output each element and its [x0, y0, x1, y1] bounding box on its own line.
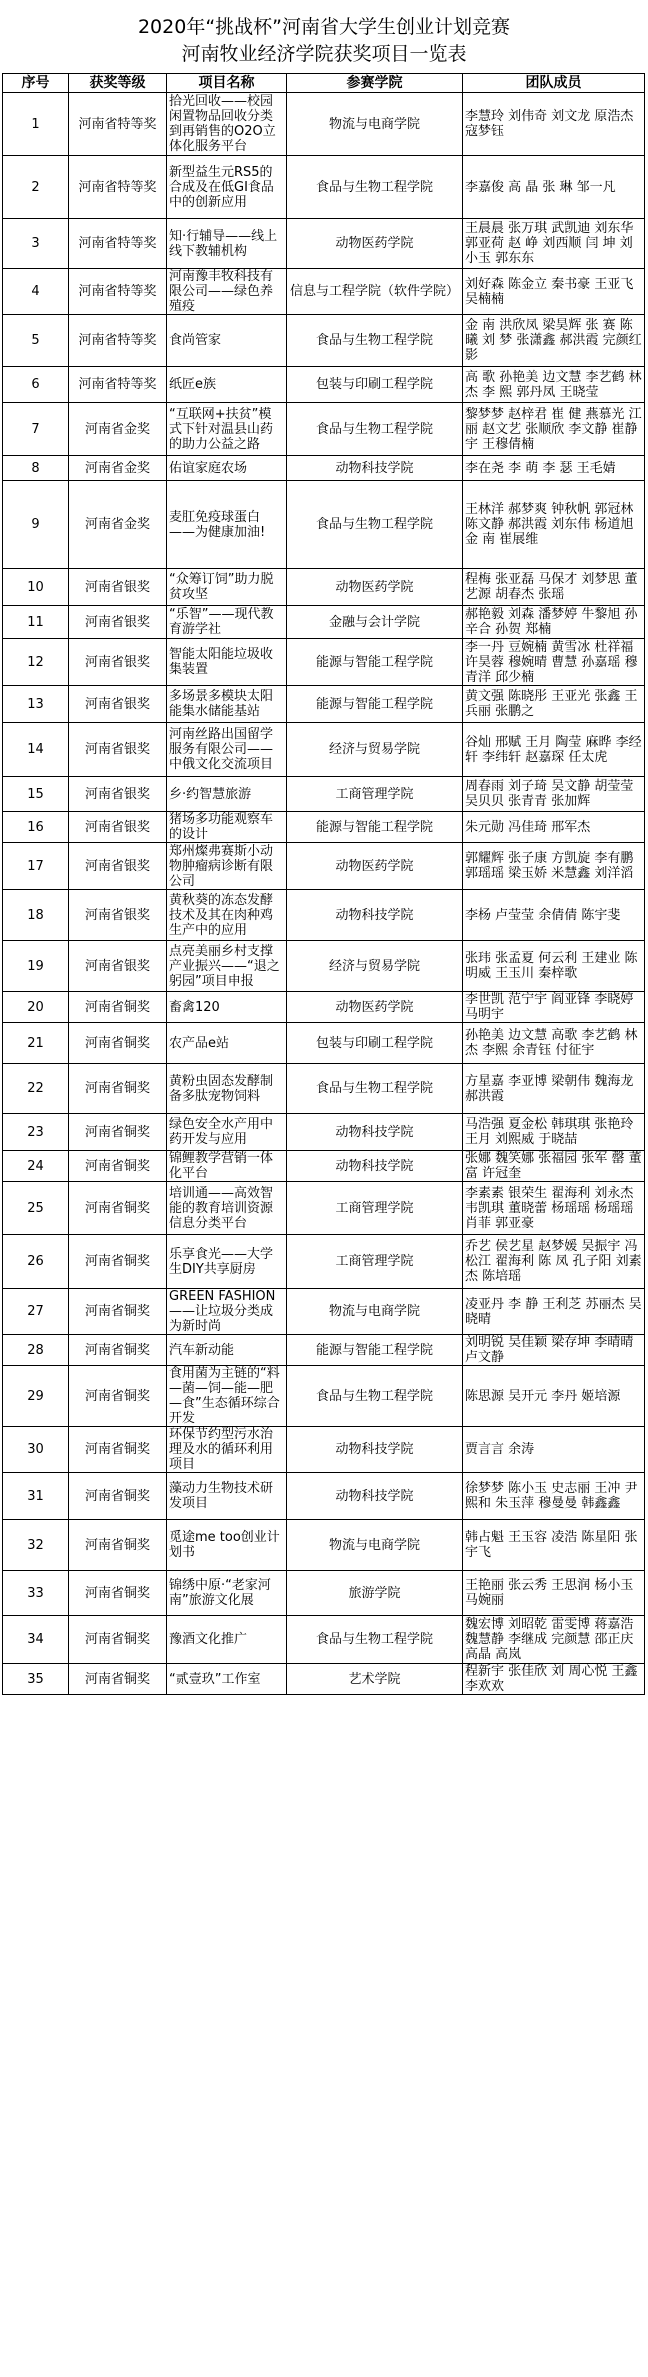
- award-level: 河南省铜奖: [69, 1427, 167, 1473]
- table-row: [3, 1182, 645, 1235]
- team-members: 朱元勋 冯佳琦 邢军杰: [463, 812, 645, 843]
- award-level: 河南省特等奖: [69, 156, 167, 219]
- award-level: 河南省铜奖: [69, 1151, 167, 1182]
- row-number: 13: [3, 686, 69, 723]
- school-name: 能源与智能工程学院: [287, 686, 463, 723]
- table-row: [3, 606, 645, 639]
- row-number: 2: [3, 156, 69, 219]
- school-name: 食品与生物工程学院: [287, 1366, 463, 1427]
- table-row: [3, 941, 645, 992]
- project-name: 河南豫丰牧科技有限公司——绿色养殖疫: [167, 269, 287, 315]
- project-name: 环保节约型污水治理及水的循环利用项目: [167, 1427, 287, 1473]
- award-level: 河南省铜奖: [69, 1571, 167, 1616]
- team-members: 高 歌 孙艳美 边文慧 李艺鹤 林 杰 李 熙 郭丹凤 王晓莹: [463, 367, 645, 403]
- table-row: [3, 1366, 645, 1427]
- award-level: 河南省特等奖: [69, 219, 167, 269]
- project-name: 黄秋葵的冻态发酵技术及其在肉种鸡生产中的应用: [167, 890, 287, 941]
- school-name: 食品与生物工程学院: [287, 156, 463, 219]
- header-school: 参赛学院: [287, 74, 463, 93]
- school-name: 动物科技学院: [287, 1114, 463, 1151]
- row-number: 26: [3, 1235, 69, 1289]
- school-name: 动物医药学院: [287, 569, 463, 606]
- table-row: [3, 1427, 645, 1473]
- award-level: 河南省银奖: [69, 569, 167, 606]
- school-name: 能源与智能工程学院: [287, 812, 463, 843]
- row-number: 30: [3, 1427, 69, 1473]
- table-row: [3, 777, 645, 812]
- award-level: 河南省银奖: [69, 890, 167, 941]
- row-number: 10: [3, 569, 69, 606]
- table-row: [3, 1289, 645, 1335]
- award-level: 河南省铜奖: [69, 1520, 167, 1571]
- project-name: 豫酒文化推广: [167, 1616, 287, 1664]
- table-row: [3, 639, 645, 686]
- school-name: 食品与生物工程学院: [287, 1616, 463, 1664]
- row-number: 24: [3, 1151, 69, 1182]
- table-row: [3, 93, 645, 156]
- team-members: 李一丹 豆婉楠 黄雪冰 杜祥福 许昊蓉 穆婉晴 曹慧 孙嘉瑶 穆青洋 邱少楠: [463, 639, 645, 686]
- school-name: 经济与贸易学院: [287, 723, 463, 777]
- team-members: 程梅 张亚磊 马保才 刘梦思 董艺源 胡春杰 张瑶: [463, 569, 645, 606]
- project-name: GREEN FASHION——让垃圾分类成为新时尚: [167, 1289, 287, 1335]
- table-row: [3, 992, 645, 1023]
- award-level: 河南省银奖: [69, 639, 167, 686]
- school-name: 旅游学院: [287, 1571, 463, 1616]
- school-name: 食品与生物工程学院: [287, 481, 463, 569]
- team-members: 黎梦梦 赵梓君 崔 健 燕慕光 江 丽 赵文艺 张顺欣 李文静 崔静宇 王穆倩楠: [463, 403, 645, 456]
- project-name: 农产品e站: [167, 1023, 287, 1064]
- award-level: 河南省铜奖: [69, 1335, 167, 1366]
- row-number: 3: [3, 219, 69, 269]
- project-name: 食尚管家: [167, 315, 287, 367]
- project-name: 河南丝路出国留学服务有限公司——中俄文化交流项目: [167, 723, 287, 777]
- team-members: 刘明锐 吴佳颖 梁存坤 李晴晴 卢文静: [463, 1335, 645, 1366]
- project-name: 猪场多功能观察车的设计: [167, 812, 287, 843]
- project-name: 智能太阳能垃圾收集装置: [167, 639, 287, 686]
- table-row: [3, 569, 645, 606]
- table-row: [3, 219, 645, 269]
- table-row: [3, 456, 645, 481]
- header-no: 序号: [3, 74, 69, 93]
- table-row: [3, 315, 645, 367]
- school-name: 能源与智能工程学院: [287, 1335, 463, 1366]
- project-name: “互联网+扶贫”模式下针对温县山药的助力公益之路: [167, 403, 287, 456]
- school-name: 金融与会计学院: [287, 606, 463, 639]
- row-number: 23: [3, 1114, 69, 1151]
- school-name: 动物医药学院: [287, 992, 463, 1023]
- project-name: 知·行辅导——线上线下教辅机构: [167, 219, 287, 269]
- team-members: 贾言言 余涛: [463, 1427, 645, 1473]
- team-members: 程新宇 张佳欣 刘 周心悦 王鑫 李欢欢: [463, 1664, 645, 1695]
- row-number: 11: [3, 606, 69, 639]
- award-level: 河南省金奖: [69, 481, 167, 569]
- row-number: 5: [3, 315, 69, 367]
- project-name: 黄粉虫固态发酵制备多肽宠物饲料: [167, 1064, 287, 1114]
- project-name: 汽车新动能: [167, 1335, 287, 1366]
- school-name: 动物科技学院: [287, 456, 463, 481]
- school-name: 动物科技学院: [287, 890, 463, 941]
- project-name: 佑谊家庭农场: [167, 456, 287, 481]
- awards-table: [2, 73, 645, 1695]
- project-name: 畜禽120: [167, 992, 287, 1023]
- team-members: 李慧玲 刘伟奇 刘文龙 原浩杰 寇梦钰: [463, 93, 645, 156]
- school-name: 物流与电商学院: [287, 1520, 463, 1571]
- school-name: 动物科技学院: [287, 1473, 463, 1520]
- title-line-1: 2020年“挑战杯”河南省大学生创业计划竞赛: [137, 16, 511, 38]
- team-members: 王晨晨 张万琪 武凯迪 刘东华 郭亚荷 赵 峥 刘西顺 闫 坤 刘小玉 郭东东: [463, 219, 645, 269]
- project-name: 食用菌为主链的“料—菌—饲—能—肥—食”生态循环综合开发: [167, 1366, 287, 1427]
- project-name: 拾光回收——校园闲置物品回收分类到再销售的O2O立体化服务平台: [167, 93, 287, 156]
- school-name: 包装与印刷工程学院: [287, 367, 463, 403]
- award-level: 河南省铜奖: [69, 1616, 167, 1664]
- team-members: 金 南 洪欣凤 梁昊辉 张 赛 陈 曦 刘 梦 张潇鑫 郝洪霞 完颜红 影: [463, 315, 645, 367]
- row-number: 9: [3, 481, 69, 569]
- header-project: 项目名称: [167, 74, 287, 93]
- row-number: 15: [3, 777, 69, 812]
- award-level: 河南省铜奖: [69, 1023, 167, 1064]
- award-level: 河南省金奖: [69, 456, 167, 481]
- team-members: 张娜 魏笑娜 张福园 张军 罄 董 富 许冠奎: [463, 1151, 645, 1182]
- table-row: [3, 1114, 645, 1151]
- row-number: 8: [3, 456, 69, 481]
- table-row: [3, 890, 645, 941]
- award-level: 河南省铜奖: [69, 1664, 167, 1695]
- school-name: 能源与智能工程学院: [287, 639, 463, 686]
- award-level: 河南省银奖: [69, 941, 167, 992]
- award-level: 河南省银奖: [69, 723, 167, 777]
- row-number: 14: [3, 723, 69, 777]
- team-members: 张玮 张孟夏 何云利 王建业 陈明威 王玉川 秦梓歌: [463, 941, 645, 992]
- table-row: [3, 812, 645, 843]
- school-name: 工商管理学院: [287, 777, 463, 812]
- table-row: [3, 1235, 645, 1289]
- table-row: [3, 1571, 645, 1616]
- table-body: [3, 93, 645, 1695]
- table-row: [3, 1520, 645, 1571]
- row-number: 29: [3, 1366, 69, 1427]
- school-name: 动物科技学院: [287, 1151, 463, 1182]
- school-name: 工商管理学院: [287, 1235, 463, 1289]
- award-level: 河南省铜奖: [69, 1114, 167, 1151]
- school-name: 动物医药学院: [287, 219, 463, 269]
- team-members: 孙艳美 边文慧 高歌 李艺鹤 林杰 李熙 余青钰 付征宇: [463, 1023, 645, 1064]
- school-name: 动物科技学院: [287, 1427, 463, 1473]
- team-members: 陈思源 吴开元 李丹 姬培源: [463, 1366, 645, 1427]
- team-members: 韩占魁 王玉容 凌浩 陈星阳 张宇飞: [463, 1520, 645, 1571]
- table-row: [3, 1335, 645, 1366]
- project-name: “贰壹玖”工作室: [167, 1664, 287, 1695]
- award-level: 河南省特等奖: [69, 315, 167, 367]
- team-members: 郝艳毅 刘森 潘梦婷 牛黎旭 孙辛合 孙贺 郑楠: [463, 606, 645, 639]
- table-row: [3, 481, 645, 569]
- table-row: [3, 843, 645, 890]
- team-members: 凌亚丹 李 静 王利芝 苏丽杰 吴晓晴: [463, 1289, 645, 1335]
- award-level: 河南省铜奖: [69, 1473, 167, 1520]
- table-row: [3, 367, 645, 403]
- project-name: “众筹订饲”助力脱贫攻坚: [167, 569, 287, 606]
- row-number: 16: [3, 812, 69, 843]
- team-members: 李世凯 范宁宇 阎亚锋 李晓婷 马明宇: [463, 992, 645, 1023]
- header-row: [3, 74, 645, 93]
- row-number: 7: [3, 403, 69, 456]
- row-number: 33: [3, 1571, 69, 1616]
- team-members: 谷灿 邢赋 王月 陶莹 麻晔 李经轩 李纬轩 赵嘉琛 任太虎: [463, 723, 645, 777]
- project-name: 乡·约智慧旅游: [167, 777, 287, 812]
- award-level: 河南省铜奖: [69, 1366, 167, 1427]
- project-name: 培训通——高效智能的教育培训资源信息分类平台: [167, 1182, 287, 1235]
- project-name: 多场景多模块太阳能集水储能基站: [167, 686, 287, 723]
- header-members: 团队成员: [463, 74, 645, 93]
- award-level: 河南省银奖: [69, 686, 167, 723]
- table-row: [3, 1616, 645, 1664]
- award-level: 河南省铜奖: [69, 992, 167, 1023]
- team-members: 郭耀辉 张子康 方凯旋 李有鹏 郭瑶瑶 梁玉娇 米慧鑫 刘洋滔: [463, 843, 645, 890]
- table-row: [3, 1064, 645, 1114]
- project-name: 郑州燦弗赛斯小动物肿瘤病诊断有限公司: [167, 843, 287, 890]
- award-level: 河南省银奖: [69, 606, 167, 639]
- table-row: [3, 156, 645, 219]
- table-row: [3, 1664, 645, 1695]
- award-level: 河南省铜奖: [69, 1289, 167, 1335]
- team-members: 马浩强 夏金松 韩琪琪 张艳玲 王月 刘熙威 于晓喆: [463, 1114, 645, 1151]
- award-level: 河南省特等奖: [69, 269, 167, 315]
- row-number: 4: [3, 269, 69, 315]
- table-row: [3, 269, 645, 315]
- row-number: 31: [3, 1473, 69, 1520]
- school-name: 工商管理学院: [287, 1182, 463, 1235]
- school-name: 物流与电商学院: [287, 93, 463, 156]
- table-row: [3, 1151, 645, 1182]
- row-number: 21: [3, 1023, 69, 1064]
- title-line-2: 河南牧业经济学院获奖项目一览表: [181, 43, 467, 65]
- table-row: [3, 723, 645, 777]
- project-name: 藻动力生物技术研发项目: [167, 1473, 287, 1520]
- award-level: 河南省银奖: [69, 843, 167, 890]
- award-level: 河南省特等奖: [69, 93, 167, 156]
- award-level: 河南省铜奖: [69, 1064, 167, 1114]
- school-name: 物流与电商学院: [287, 1289, 463, 1335]
- award-level: 河南省特等奖: [69, 367, 167, 403]
- school-name: 食品与生物工程学院: [287, 1064, 463, 1114]
- team-members: 王林洋 郝梦爽 钟秋帆 郭冠林 陈文静 郝洪霞 刘东伟 杨道旭 金 南 崔展维: [463, 481, 645, 569]
- school-name: 艺术学院: [287, 1664, 463, 1695]
- school-name: 经济与贸易学院: [287, 941, 463, 992]
- row-number: 19: [3, 941, 69, 992]
- project-name: 点亮美丽乡村支撑产业振兴——“退之躬园”项目申报: [167, 941, 287, 992]
- team-members: 方星嘉 李亚博 梁朝伟 魏海龙 郝洪霞: [463, 1064, 645, 1114]
- project-name: 新型益生元RS5的合成及在低GI食品中的创新应用: [167, 156, 287, 219]
- award-level: 河南省铜奖: [69, 1182, 167, 1235]
- project-name: 乐享食光——大学生DIY共享厨房: [167, 1235, 287, 1289]
- award-level: 河南省银奖: [69, 777, 167, 812]
- project-name: 觅途me too创业计划书: [167, 1520, 287, 1571]
- project-name: “乐智”——现代教育游学社: [167, 606, 287, 639]
- school-name: 信息与工程学院（软件学院）: [287, 269, 463, 315]
- row-number: 28: [3, 1335, 69, 1366]
- team-members: 魏宏博 刘昭乾 雷雯博 蒋嘉浩 魏慧静 李继成 完颜慧 邵正庆 高晶 高岚: [463, 1616, 645, 1664]
- table-row: [3, 403, 645, 456]
- school-name: 包装与印刷工程学院: [287, 1023, 463, 1064]
- team-members: 周春雨 刘子琦 吴文静 胡莹莹 吴贝贝 张青青 张加辉: [463, 777, 645, 812]
- award-level: 河南省银奖: [69, 812, 167, 843]
- table-row: [3, 1473, 645, 1520]
- team-members: 李素素 银荣生 翟海利 刘永杰 韦凯琪 董晓蕾 杨瑶瑶 杨瑶瑶 肖菲 郭亚豪: [463, 1182, 645, 1235]
- header-award: 获奖等级: [69, 74, 167, 93]
- row-number: 1: [3, 93, 69, 156]
- table-row: [3, 1023, 645, 1064]
- table-row: [3, 686, 645, 723]
- row-number: 20: [3, 992, 69, 1023]
- row-number: 18: [3, 890, 69, 941]
- team-members: 黄文强 陈晓彤 王亚光 张鑫 王兵丽 张鹏之: [463, 686, 645, 723]
- row-number: 12: [3, 639, 69, 686]
- row-number: 27: [3, 1289, 69, 1335]
- award-level: 河南省铜奖: [69, 1235, 167, 1289]
- award-level: 河南省金奖: [69, 403, 167, 456]
- team-members: 刘好森 陈金立 秦书豪 王亚飞 吴楠楠: [463, 269, 645, 315]
- document-title: [0, 14, 648, 68]
- row-number: 6: [3, 367, 69, 403]
- school-name: 动物医药学院: [287, 843, 463, 890]
- row-number: 35: [3, 1664, 69, 1695]
- project-name: 锦绣中原·“老家河南”旅游文化展: [167, 1571, 287, 1616]
- row-number: 25: [3, 1182, 69, 1235]
- row-number: 17: [3, 843, 69, 890]
- team-members: 李嘉俊 高 晶 张 琳 邹一凡: [463, 156, 645, 219]
- school-name: 食品与生物工程学院: [287, 403, 463, 456]
- team-members: 李在尧 李 萌 李 瑟 王毛婧: [463, 456, 645, 481]
- team-members: 王艳丽 张云秀 王思润 杨小玉 马婉丽: [463, 1571, 645, 1616]
- project-name: 绿色安全水产用中药开发与应用: [167, 1114, 287, 1151]
- team-members: 乔艺 侯艺星 赵梦媛 吴振宇 冯松江 翟海利 陈 凤 孔子阳 刘素杰 陈培瑶: [463, 1235, 645, 1289]
- row-number: 22: [3, 1064, 69, 1114]
- row-number: 34: [3, 1616, 69, 1664]
- row-number: 32: [3, 1520, 69, 1571]
- project-name: 纸匠e族: [167, 367, 287, 403]
- project-name: 锦鲤教学营销一体化平台: [167, 1151, 287, 1182]
- team-members: 徐梦梦 陈小玉 史志丽 王冲 尹熙和 朱玉萍 穆曼曼 韩鑫鑫: [463, 1473, 645, 1520]
- school-name: 食品与生物工程学院: [287, 315, 463, 367]
- project-name: 麦肛免疫球蛋白——为健康加油!: [167, 481, 287, 569]
- team-members: 李杨 卢莹莹 余倩倩 陈宇斐: [463, 890, 645, 941]
